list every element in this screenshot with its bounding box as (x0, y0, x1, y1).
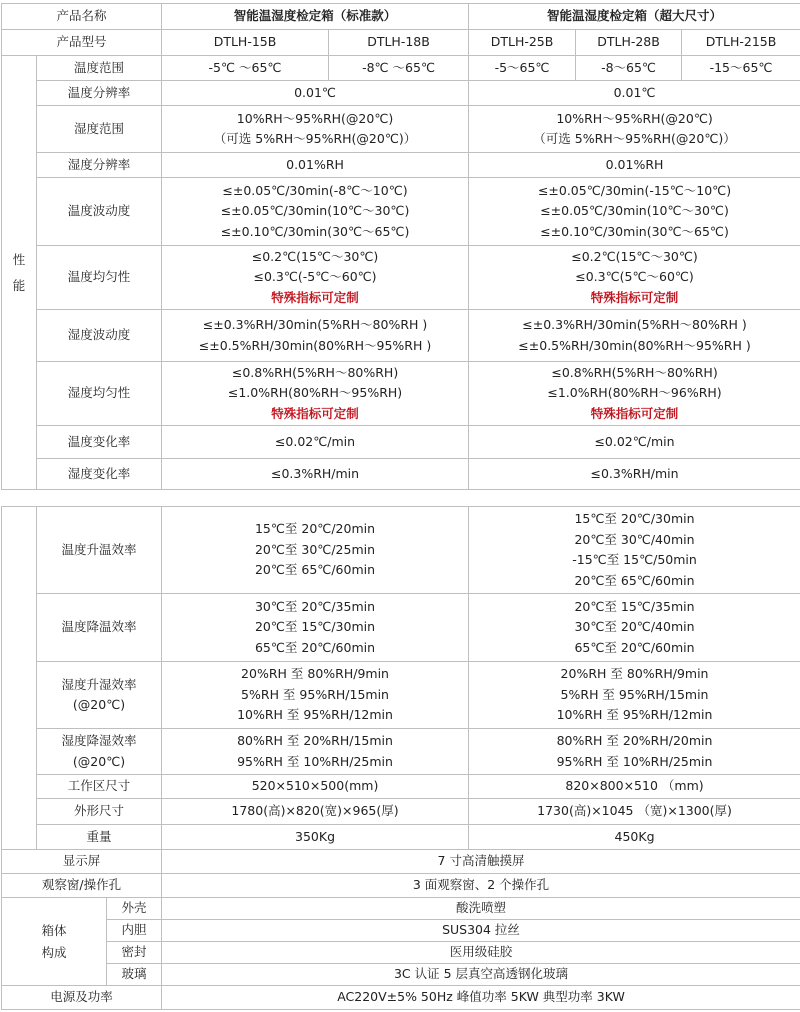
humidity-resolution-standard: 0.01%RH (162, 153, 469, 178)
row-weight (2, 825, 800, 850)
heat-up-label: 温度升温效率 (37, 507, 162, 594)
row-product-name (2, 4, 800, 30)
power-value: AC220V±5% 50Hz 峰值功率 5KW 典型功率 3KW (162, 986, 800, 1010)
model-cell: DTLH-28B (576, 30, 682, 56)
humidity-change-rate-standard: ≤0.3%RH/min (162, 459, 469, 490)
row-humidify (2, 662, 800, 729)
model-cell: DTLH-25B (469, 30, 576, 56)
product-model-label: 产品型号 (2, 30, 162, 56)
row-display (2, 850, 800, 874)
temp-fluctuation-label: 温度波动度 (37, 178, 162, 246)
temp-resolution-large: 0.01℃ (469, 81, 800, 106)
humidity-uniformity-label: 湿度均匀性 (37, 362, 162, 426)
row-box-shell (2, 898, 800, 920)
spec-table-efficiency (1, 506, 800, 1010)
humidity-range-large: 10%RH～95%RH(@20℃) （可选 5%RH～95%RH(@20℃)） (469, 106, 800, 153)
temp-range-value: -5℃ ～65℃ (162, 56, 329, 81)
model-cell: DTLH-215B (682, 30, 800, 56)
humidify-standard: 20%RH 至 80%RH/9min 5%RH 至 95%RH/15min 10%RH 至 95%RH/12min (162, 662, 469, 729)
display-value: 7 寸高清触摸屏 (162, 850, 800, 874)
window-label: 观察窗/操作孔 (2, 874, 162, 898)
product-name-label: 产品名称 (2, 4, 162, 30)
temp-range-value: -15～65℃ (682, 56, 800, 81)
temp-range-value: -8～65℃ (576, 56, 682, 81)
row-humidity-uniformity (2, 362, 800, 426)
humidity-change-rate-label: 湿度变化率 (37, 459, 162, 490)
box-part-value: 3C 认证 5 层真空高透钢化玻璃 (162, 964, 800, 986)
temp-uniformity-standard: ≤0.2℃(15℃～30℃) ≤0.3℃(-5℃～60℃) 特殊指标可定制 (162, 246, 469, 310)
row-temp-resolution (2, 81, 800, 106)
temp-resolution-standard: 0.01℃ (162, 81, 469, 106)
temp-fluctuation-standard: ≤±0.05℃/30min(-8℃～10℃) ≤±0.05℃/30min(10℃～30℃) ≤±0.10℃/30min(30℃～65℃) (162, 178, 469, 246)
weight-standard: 350Kg (162, 825, 469, 850)
row-power (2, 986, 800, 1010)
cool-down-large: 20℃至 15℃/35min 30℃至 20℃/40min 65℃至 20℃/60min (469, 594, 800, 662)
box-part-label: 外壳 (107, 898, 162, 920)
heat-up-large: 15℃至 20℃/30min 20℃至 30℃/40min -15℃至 15℃/50min 20℃至 65℃/60min (469, 507, 800, 594)
humidity-fluctuation-standard: ≤±0.3%RH/30min(5%RH～80%RH ) ≤±0.5%RH/30min(80%RH～95%RH ) (162, 310, 469, 362)
box-part-value: 酸洗喷塑 (162, 898, 800, 920)
temp-change-rate-large: ≤0.02℃/min (469, 426, 800, 459)
model-cell: DTLH-18B (329, 30, 469, 56)
row-outer-size (2, 799, 800, 825)
product-large-name: 智能温湿度检定箱（超大尺寸） (469, 4, 800, 30)
row-temp-change-rate (2, 426, 800, 459)
temp-uniformity-label: 温度均匀性 (37, 246, 162, 310)
row-temp-fluctuation (2, 178, 800, 246)
humidify-label: 湿度升湿效率 (@20℃) (37, 662, 162, 729)
box-part-label: 密封 (107, 942, 162, 964)
box-group-label: 箱体 构成 (2, 898, 107, 986)
row-work-size (2, 775, 800, 799)
row-window (2, 874, 800, 898)
outer-size-label: 外形尺寸 (37, 799, 162, 825)
humidity-fluctuation-large: ≤±0.3%RH/30min(5%RH～80%RH ) ≤±0.5%RH/30min(80%RH～95%RH ) (469, 310, 800, 362)
dehumidify-large: 80%RH 至 20%RH/20min 95%RH 至 10%RH/25min (469, 729, 800, 775)
temp-change-rate-label: 温度变化率 (37, 426, 162, 459)
model-cell: DTLH-15B (162, 30, 329, 56)
work-size-large: 820×800×510 （mm) (469, 775, 800, 799)
custom-note: 特殊指标可定制 (271, 405, 359, 421)
humidity-uniformity-large: ≤0.8%RH(5%RH～80%RH) ≤1.0%RH(80%RH～96%RH) 特殊指标可定制 (469, 362, 800, 426)
row-heat-up (2, 507, 800, 594)
custom-note: 特殊指标可定制 (590, 405, 679, 421)
work-size-standard: 520×510×500(mm) (162, 775, 469, 799)
box-part-value: SUS304 拉丝 (162, 920, 800, 942)
cool-down-label: 温度降温效率 (37, 594, 162, 662)
humidity-range-standard: 10%RH～95%RH(@20℃) （可选 5%RH～95%RH(@20℃)） (162, 106, 469, 153)
row-humidity-resolution (2, 153, 800, 178)
product-standard-name: 智能温湿度检定箱（标准款） (162, 4, 469, 30)
efficiency-group-label (2, 507, 37, 850)
box-part-value: 医用级硅胶 (162, 942, 800, 964)
window-value: 3 面观察窗、2 个操作孔 (162, 874, 800, 898)
row-cool-down (2, 594, 800, 662)
display-label: 显示屏 (2, 850, 162, 874)
row-box-seal (2, 942, 800, 964)
dehumidify-label: 湿度降湿效率 (@20℃) (37, 729, 162, 775)
row-product-model (2, 30, 800, 56)
dehumidify-standard: 80%RH 至 20%RH/15min 95%RH 至 10%RH/25min (162, 729, 469, 775)
row-temp-range (2, 56, 800, 81)
custom-note: 特殊指标可定制 (590, 289, 679, 305)
outer-size-large: 1730(高)×1045 （宽)×1300(厚) (469, 799, 800, 825)
row-dehumidify (2, 729, 800, 775)
humidity-resolution-label: 湿度分辨率 (37, 153, 162, 178)
temp-change-rate-standard: ≤0.02℃/min (162, 426, 469, 459)
weight-label: 重量 (37, 825, 162, 850)
temp-uniformity-large: ≤0.2℃(15℃～30℃) ≤0.3℃(5℃～60℃) 特殊指标可定制 (469, 246, 800, 310)
row-box-liner (2, 920, 800, 942)
humidity-resolution-large: 0.01%RH (469, 153, 800, 178)
humidity-fluctuation-label: 湿度波动度 (37, 310, 162, 362)
work-size-label: 工作区尺寸 (37, 775, 162, 799)
box-part-label: 玻璃 (107, 964, 162, 986)
row-humidity-fluctuation (2, 310, 800, 362)
row-humidity-change-rate (2, 459, 800, 490)
heat-up-standard: 15℃至 20℃/20min 20℃至 30℃/25min 20℃至 65℃/60min (162, 507, 469, 594)
humidity-range-label: 湿度范围 (37, 106, 162, 153)
cool-down-standard: 30℃至 20℃/35min 20℃至 15℃/30min 65℃至 20℃/60min (162, 594, 469, 662)
temp-range-value: -5～65℃ (469, 56, 576, 81)
humidify-large: 20%RH 至 80%RH/9min 5%RH 至 95%RH/15min 10%RH 至 95%RH/12min (469, 662, 800, 729)
weight-large: 450Kg (469, 825, 800, 850)
temp-range-value: -8℃ ～65℃ (329, 56, 469, 81)
performance-group-label: 性 能 (2, 56, 37, 490)
spec-table-performance (1, 3, 800, 490)
row-temp-uniformity (2, 246, 800, 310)
custom-note: 特殊指标可定制 (271, 289, 359, 305)
box-part-label: 内胆 (107, 920, 162, 942)
temp-fluctuation-large: ≤±0.05℃/30min(-15℃～10℃) ≤±0.05℃/30min(10℃～30℃) ≤±0.10℃/30min(30℃～65℃) (469, 178, 800, 246)
row-box-glass (2, 964, 800, 986)
row-humidity-range (2, 106, 800, 153)
power-label: 电源及功率 (2, 986, 162, 1010)
humidity-change-rate-large: ≤0.3%RH/min (469, 459, 800, 490)
humidity-uniformity-standard: ≤0.8%RH(5%RH～80%RH) ≤1.0%RH(80%RH～95%RH) 特殊指标可定制 (162, 362, 469, 426)
temp-resolution-label: 温度分辨率 (37, 81, 162, 106)
temp-range-label: 温度范围 (37, 56, 162, 81)
outer-size-standard: 1780(高)×820(宽)×965(厚) (162, 799, 469, 825)
